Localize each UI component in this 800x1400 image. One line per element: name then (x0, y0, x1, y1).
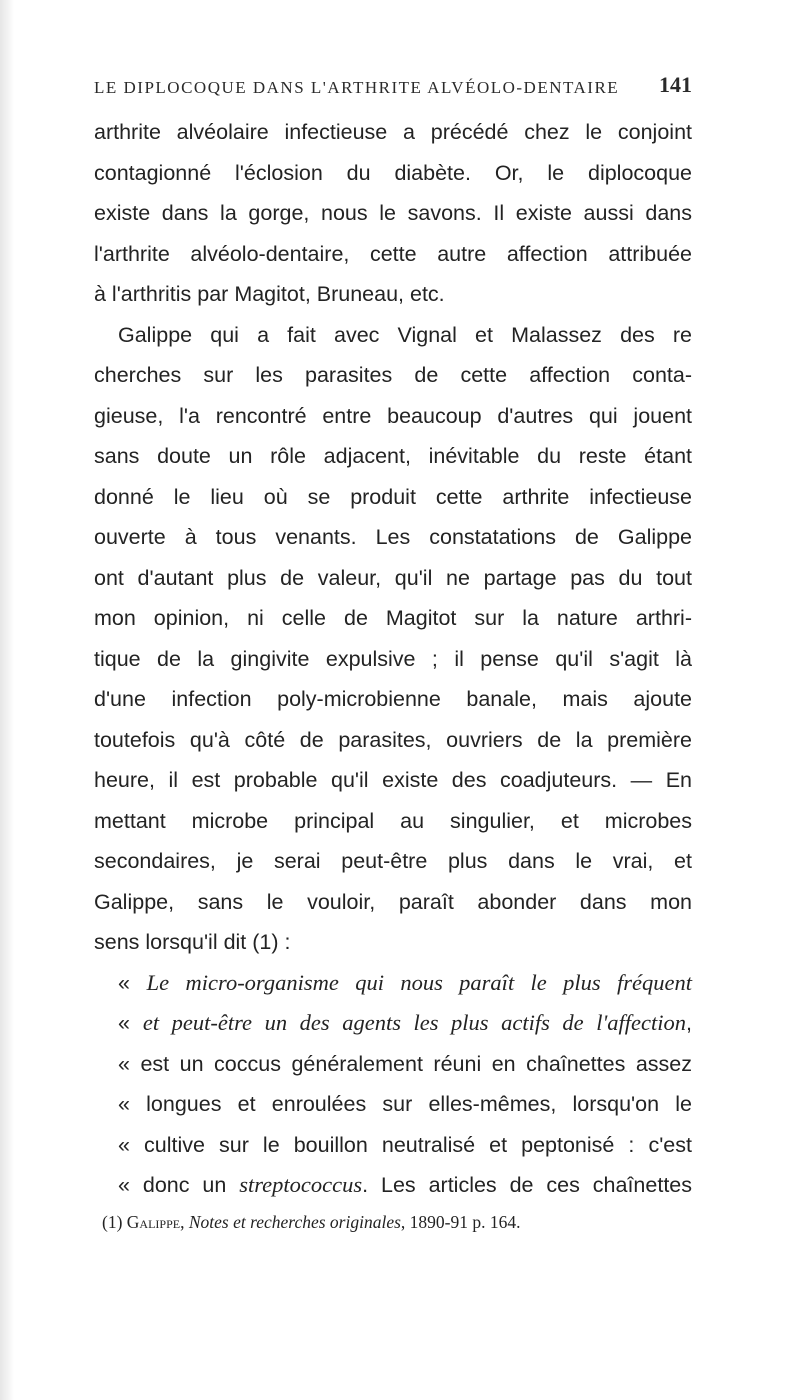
text-line: gieuse, l'a rencontré entre beaucoup d'autres qui jouent (94, 403, 692, 428)
quote-italic-text: Le micro-organisme qui nous paraît le plus fréquent (146, 969, 692, 995)
text-line: sans doute un rôle adjacent, inévitable du reste étant (94, 444, 692, 468)
quote-text: « donc un (118, 1173, 240, 1197)
text-line: ont d'autant plus de valeur, qu'il ne partage pas du tout (94, 565, 692, 590)
footnote (94, 1212, 692, 1233)
footnote-details: , 1890-91 p. 164. (400, 1211, 521, 1232)
running-head (94, 72, 692, 112)
quote-mark: « (118, 1011, 143, 1035)
text-line: l'arthrite alvéolo-dentaire, cette autre affection attribuée (94, 241, 692, 266)
quote-text: . Les articles de ces chaînettes (362, 1173, 692, 1197)
footnote-title: Notes et recherches originales (188, 1211, 401, 1232)
text-line: mon opinion, ni celle de Magitot sur la nature arthri- (94, 606, 692, 630)
footnote-marker: (1) (102, 1211, 127, 1232)
quote-italic-text: et peut-être un des agents les plus actifs de l'affection (142, 1010, 687, 1035)
text-line: sens lorsqu'il dit (1) : (94, 930, 291, 954)
text-line: secondaires, je serai peut-être plus dans le vrai, et (94, 849, 692, 873)
text-line: mettant microbe principal au singulier, et microbes (94, 808, 692, 833)
text-line: ouverte à tous venants. Les constatations de Galippe (94, 525, 692, 549)
quote-text: , (686, 1011, 692, 1035)
text-line: toutefois qu'à côté de parasites, ouvriers de la première (94, 727, 692, 752)
footnote-author: Galippe (126, 1211, 181, 1232)
text-line: existe dans la gorge, nous le savons. Il existe aussi dans (94, 201, 692, 225)
quote-mark: « (118, 970, 147, 995)
body-text (94, 112, 692, 1206)
text-line: cherches sur les parasites de cette affection conta- (94, 363, 692, 387)
text-line: d'une infection poly-microbienne banale, mais ajoute (94, 687, 692, 711)
quote-line: « longues et enroulées sur elles-mêmes, lorsqu'on le (118, 1092, 692, 1116)
running-head-title: LE DIPLOCOQUE DANS L'ARTHRITE ALVÉOLO-DENTAIRE (94, 78, 620, 97)
quote-line (94, 1003, 692, 1044)
text-line: contagionné l'éclosion du diabète. Or, le diplocoque (94, 160, 692, 185)
text-line: tique de la gingivite expulsive ; il pense qu'il s'agit là (94, 646, 692, 671)
text-line: à l'arthritis par Magitot, Bruneau, etc. (94, 282, 445, 306)
quote-line: « cultive sur le bouillon neutralisé et peptonisé : c'est (118, 1132, 692, 1157)
quote-italic-text: streptococcus (239, 1172, 363, 1197)
text-line: Galippe, sans le vouloir, paraît abonder dans mon (94, 889, 692, 914)
footnote-separator: , (180, 1211, 189, 1232)
page-number: 141 (659, 72, 692, 97)
text-line: heure, il est probable qu'il existe des coadjuteurs. — En (94, 768, 692, 792)
quote-line (94, 963, 692, 1004)
text-line: Galippe qui a fait avec Vignal et Malassez des re (118, 322, 692, 347)
text-line: donné le lieu où se produit cette arthrite infectieuse (94, 484, 692, 509)
quote-line (94, 1165, 692, 1206)
page-edge (0, 0, 14, 1400)
text-line: arthrite alvéolaire infectieuse a précédé chez le conjoint (94, 120, 692, 144)
quote-line: « est un coccus généralement réuni en chaînettes assez (118, 1051, 692, 1076)
book-page (94, 72, 692, 1233)
